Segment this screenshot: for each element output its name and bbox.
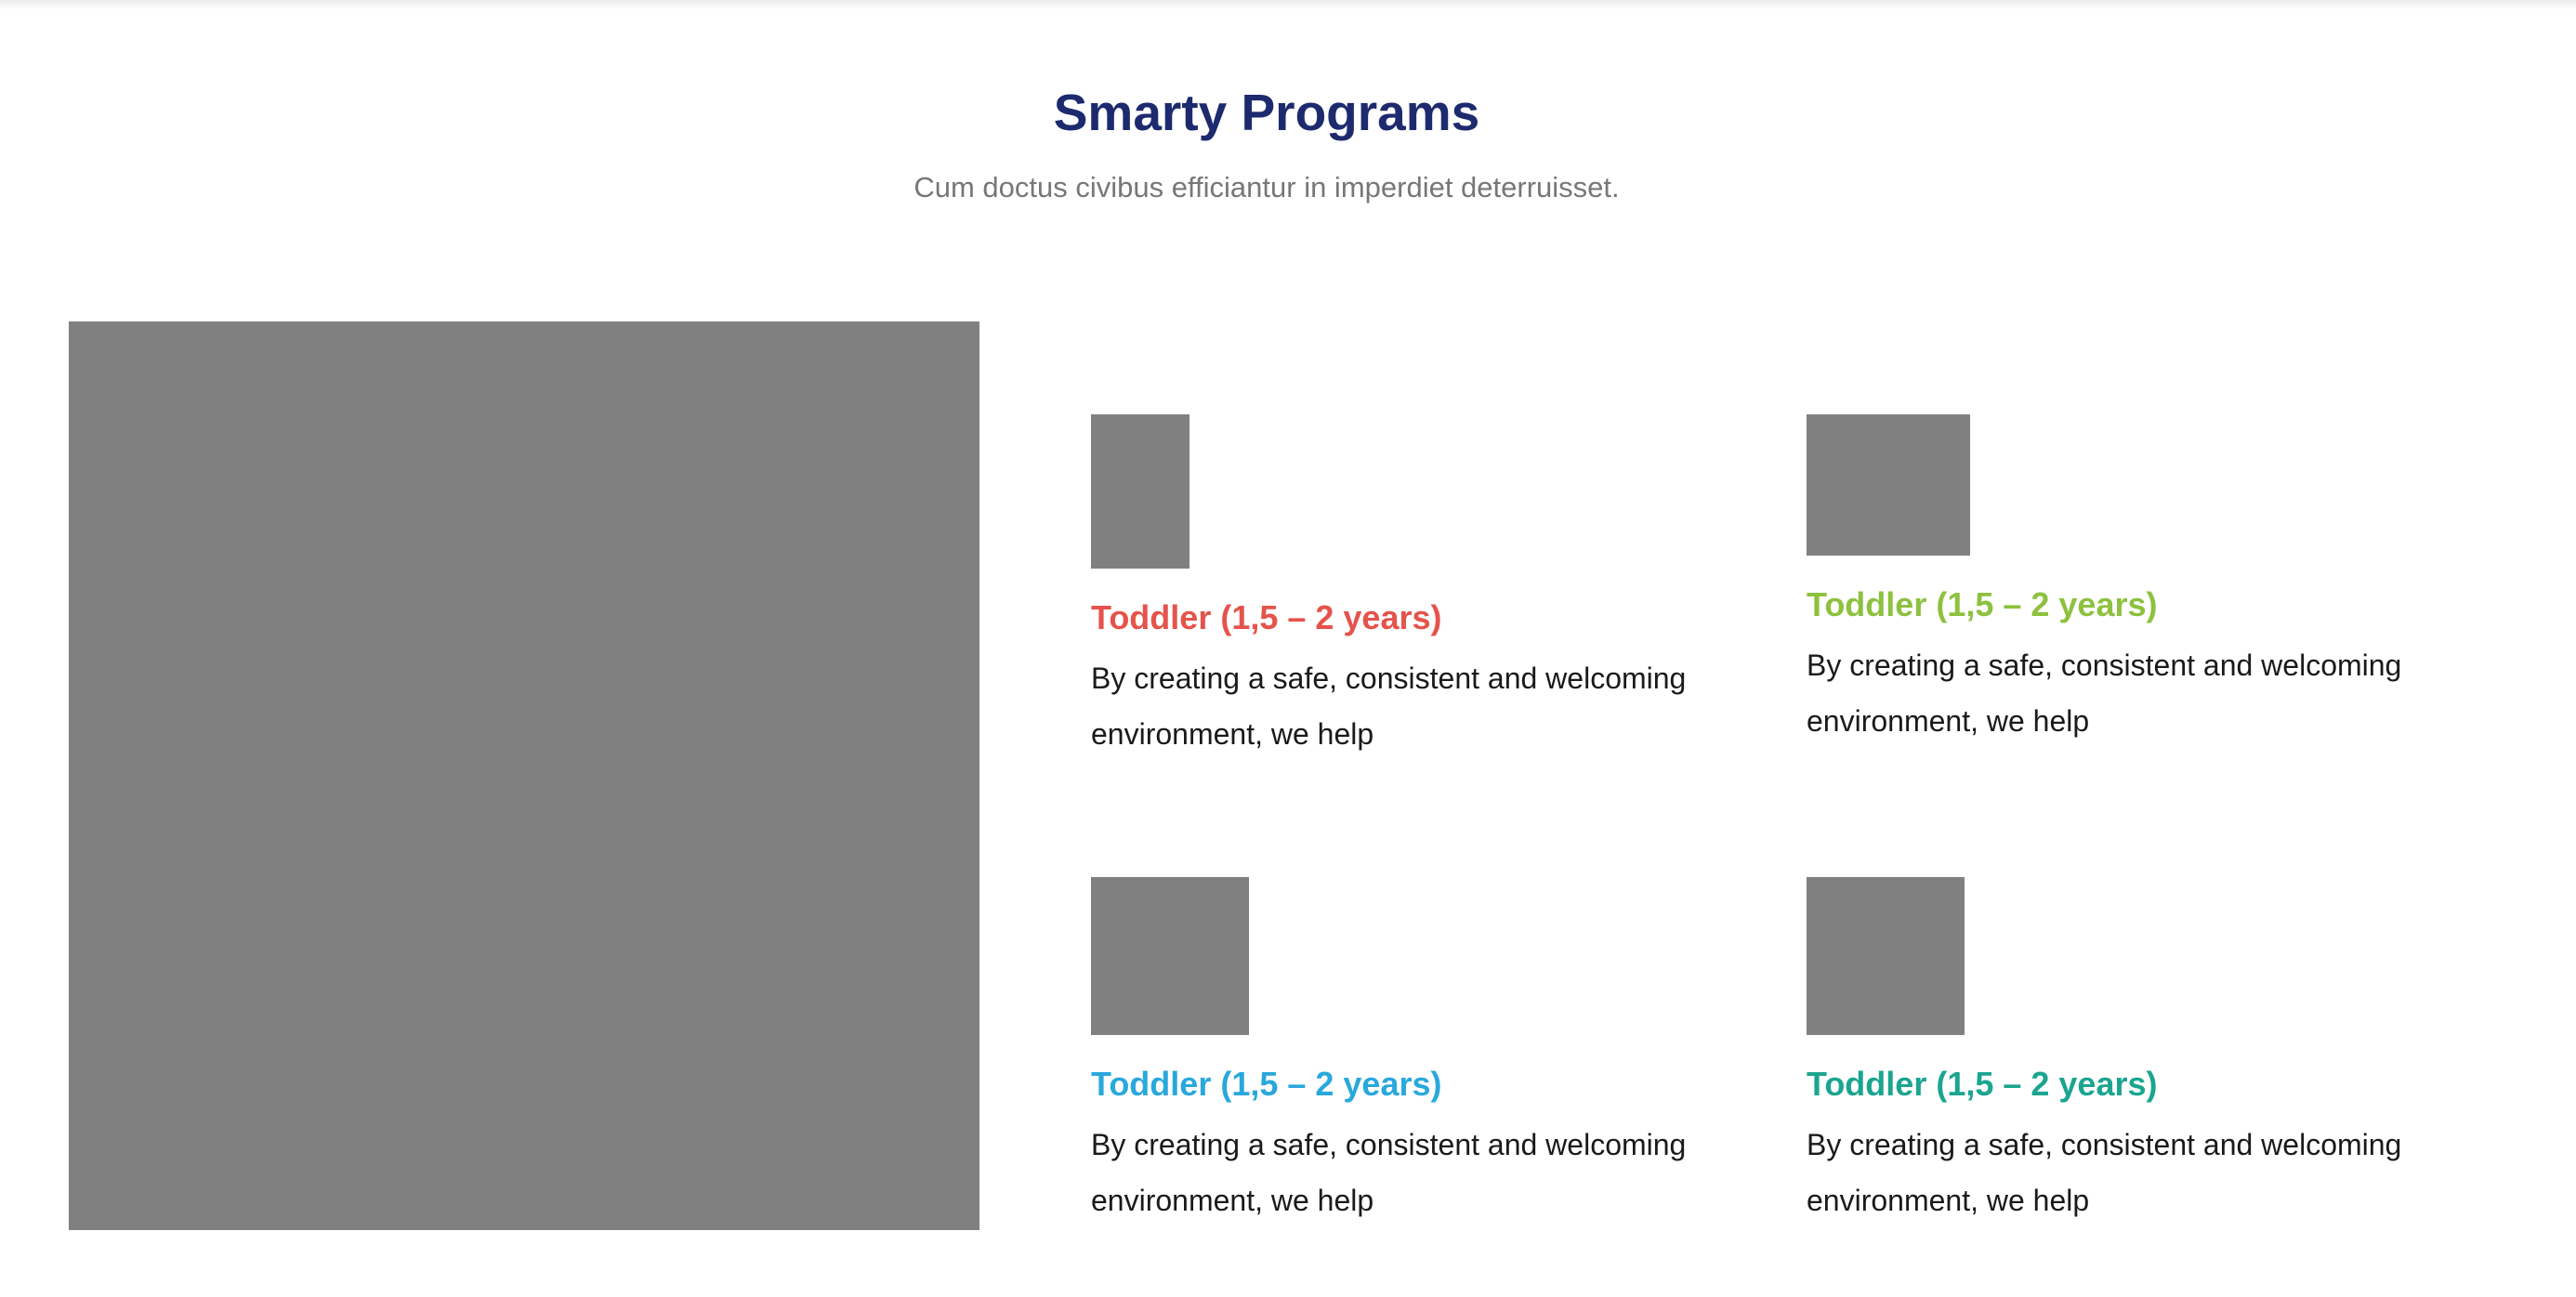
- program-title[interactable]: Toddler (1,5 – 2 years): [1807, 585, 2158, 623]
- program-description: By creating a safe, consistent and welcoming environment, we help: [1091, 1128, 1687, 1217]
- program-description: By creating a safe, consistent and welcoming environment, we help: [1807, 1128, 2402, 1217]
- program-description: By creating a safe, consistent and welcoming environment, we help: [1091, 662, 1687, 751]
- program-title[interactable]: Toddler (1,5 – 2 years): [1091, 1065, 1442, 1103]
- header-shadow: [0, 0, 2576, 9]
- program-card: [1807, 877, 2438, 1228]
- program-title[interactable]: Toddler (1,5 – 2 years): [1807, 1065, 2158, 1103]
- program-title[interactable]: Toddler (1,5 – 2 years): [1091, 598, 1442, 636]
- section-subtitle: Cum doctus civibus efficiantur in imperdiet deterruisset.: [913, 171, 1620, 203]
- program-image: [1091, 414, 1189, 569]
- section-title: Smarty Programs: [1053, 84, 1480, 141]
- program-image: [1091, 877, 1249, 1035]
- program-image: [1807, 877, 1965, 1035]
- program-image: [1807, 414, 1970, 556]
- program-card: [1091, 877, 1723, 1228]
- program-description: By creating a safe, consistent and welcoming environment, we help: [1807, 648, 2402, 738]
- program-card: [1807, 414, 2438, 749]
- feature-image: [69, 321, 979, 1230]
- program-card: [1091, 414, 1723, 762]
